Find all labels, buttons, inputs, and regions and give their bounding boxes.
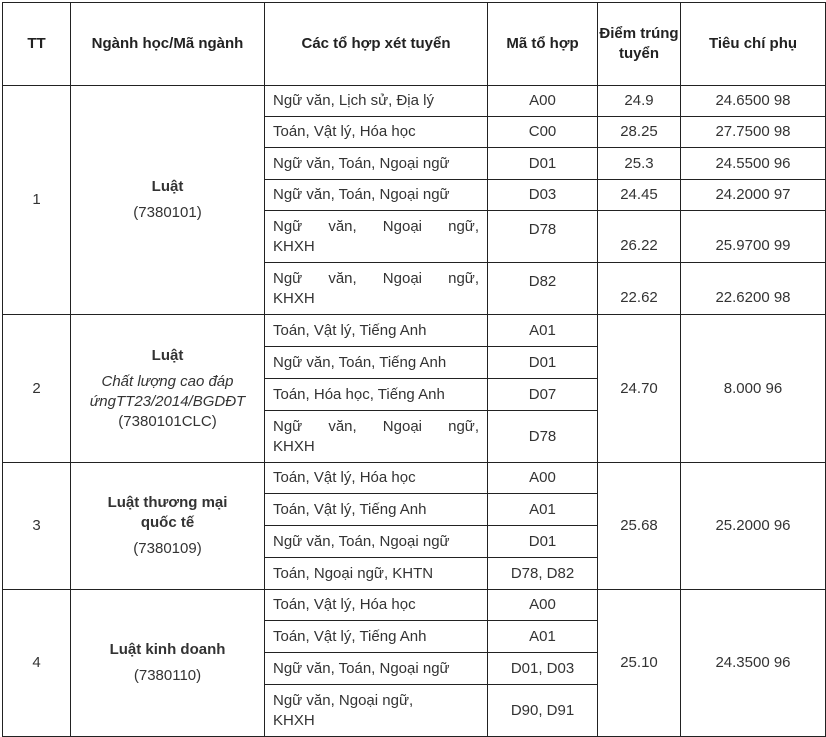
combo-cell: Toán, Vật lý, Hóa học <box>265 117 488 148</box>
criteria-cell: 24.5500 96 <box>681 148 826 180</box>
combo-cell: Ngữ văn, Toán, Ngoại ngữ <box>265 653 488 685</box>
combo-code: D01 <box>488 148 598 180</box>
table-row <box>3 86 826 117</box>
major-code: (7380110) <box>133 667 202 684</box>
combo-line: Ngữ văn, Ngoại ngữ, <box>273 217 479 235</box>
score-cell: 22.62 <box>598 263 681 315</box>
combo-line: KHXH <box>273 437 315 455</box>
combo-cell: Ngữ văn, Toán, Ngoại ngữ <box>265 180 488 211</box>
row-number: 3 <box>3 463 71 590</box>
major-cell <box>71 590 265 737</box>
combo-code: D82 <box>488 263 598 315</box>
combo-cell <box>265 685 488 737</box>
header-major: Ngành học/Mã ngành <box>71 3 265 86</box>
combo-cell <box>265 211 488 263</box>
criteria-cell: 8.000 96 <box>681 315 826 463</box>
major-cell <box>71 315 265 463</box>
combo-code: D01 <box>488 347 598 379</box>
major-name: Luật <box>151 178 184 195</box>
combo-line: KHXH <box>273 237 315 255</box>
combo-code: A00 <box>488 590 598 621</box>
major-name: Luật <box>151 346 184 364</box>
combo-code: A01 <box>488 494 598 526</box>
criteria-cell: 22.6200 98 <box>681 263 826 315</box>
combo-code: A00 <box>488 463 598 494</box>
combo-cell: Toán, Vật lý, Hóa học <box>265 590 488 621</box>
combo-cell: Toán, Vật lý, Tiếng Anh <box>265 315 488 347</box>
criteria-cell: 25.2000 96 <box>681 463 826 590</box>
combo-cell: Ngữ văn, Toán, Ngoại ngữ <box>265 148 488 180</box>
combo-code: A01 <box>488 315 598 347</box>
combo-cell: Ngữ văn, Lịch sử, Địa lý <box>265 86 488 117</box>
table-row <box>3 590 826 621</box>
major-cell <box>71 463 265 590</box>
combo-cell <box>265 411 488 463</box>
combo-code: D01, D03 <box>488 653 598 685</box>
major-code: (7380101) <box>133 204 202 221</box>
combo-cell: Toán, Vật lý, Tiếng Anh <box>265 494 488 526</box>
table-row <box>3 315 826 347</box>
combo-line: Ngữ văn, Ngoại ngữ, <box>273 269 479 287</box>
score-cell: 28.25 <box>598 117 681 148</box>
combo-line: Ngữ văn, Ngoại ngữ, <box>273 417 479 435</box>
table-row <box>3 463 826 494</box>
score-cell: 26.22 <box>598 211 681 263</box>
criteria-cell: 24.3500 96 <box>681 590 826 737</box>
row-number: 2 <box>3 315 71 463</box>
combo-cell: Toán, Vật lý, Tiếng Anh <box>265 621 488 653</box>
criteria-cell: 25.9700 99 <box>681 211 826 263</box>
score-cell: 25.10 <box>598 590 681 737</box>
score-cell: 25.68 <box>598 463 681 590</box>
header-score: Điểm trúng tuyển <box>598 3 681 86</box>
major-name: Luật thương mại quốc tế <box>107 494 228 531</box>
combo-cell <box>265 263 488 315</box>
row-number: 4 <box>3 590 71 737</box>
header-code: Mã tổ hợp <box>488 3 598 86</box>
major-cell <box>71 86 265 315</box>
criteria-cell: 24.2000 97 <box>681 180 826 211</box>
score-cell: 24.9 <box>598 86 681 117</box>
score-cell: 25.3 <box>598 148 681 180</box>
combo-line: Ngữ văn, Ngoại ngữ, <box>273 691 414 709</box>
major-name: Luật kinh doanh <box>109 641 226 658</box>
combo-cell: Toán, Vật lý, Hóa học <box>265 463 488 494</box>
combo-cell: Ngữ văn, Toán, Tiếng Anh <box>265 347 488 379</box>
major-code: (7380101CLC) <box>118 412 217 430</box>
header-tt: TT <box>3 3 71 86</box>
major-code: (7380109) <box>133 540 202 557</box>
combo-code: C00 <box>488 117 598 148</box>
combo-code: D07 <box>488 379 598 411</box>
score-cell: 24.70 <box>598 315 681 463</box>
major-note: Chất lượng cao đáp ứngTT23/2014/BGDĐT <box>89 372 246 410</box>
combo-code: A01 <box>488 621 598 653</box>
criteria-cell: 24.6500 98 <box>681 86 826 117</box>
combo-line: KHXH <box>273 289 315 307</box>
combo-code: A00 <box>488 86 598 117</box>
header-row <box>3 3 826 86</box>
combo-code: D78 <box>488 211 598 263</box>
combo-cell: Toán, Hóa học, Tiếng Anh <box>265 379 488 411</box>
combo-code: D01 <box>488 526 598 558</box>
combo-code: D03 <box>488 180 598 211</box>
admission-score-table <box>2 2 826 737</box>
combo-code: D78 <box>488 411 598 463</box>
combo-cell: Ngữ văn, Toán, Ngoại ngữ <box>265 526 488 558</box>
combo-line: KHXH <box>273 711 315 729</box>
header-combos: Các tổ hợp xét tuyển <box>265 3 488 86</box>
header-criteria: Tiêu chí phụ <box>681 3 826 86</box>
combo-cell: Toán, Ngoại ngữ, KHTN <box>265 558 488 590</box>
row-number: 1 <box>3 86 71 315</box>
combo-code: D78, D82 <box>488 558 598 590</box>
combo-code: D90, D91 <box>488 685 598 737</box>
score-cell: 24.45 <box>598 180 681 211</box>
criteria-cell: 27.7500 98 <box>681 117 826 148</box>
